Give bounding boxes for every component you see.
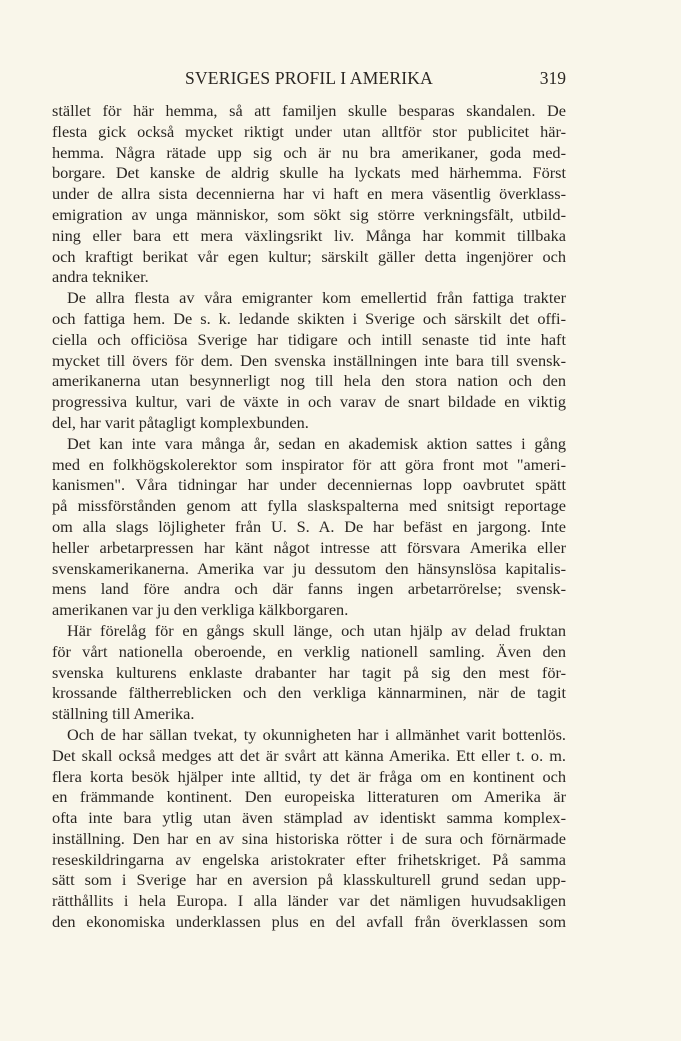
body-text	[52, 101, 566, 933]
text-line: krossande fältherreblicken och den verkliga kännarminen, när de tagit	[52, 683, 566, 703]
text-line: svenskamerikanerna. Amerika var ju dessutom den hänsynslösa kapitalis-	[52, 558, 566, 578]
text-line: om alla slags löjligheter från U. S. A. De har befäst en jargong. Inte	[52, 516, 566, 536]
text-line: ning eller bara ett mera växlingsrikt liv. Många har kommit tillbaka	[52, 225, 566, 245]
text-line: heller arbetarpressen har känt något intresse att försvara Amerika eller	[52, 537, 566, 557]
text-line: och fattiga hem. De s. k. ledande skikten i Sverige och särskilt det offi-	[52, 308, 566, 328]
text-line: och kraftigt berikat vår egen kultur; särskilt gäller detta ingenjörer och	[52, 246, 566, 266]
text-line: för vårt nationella oberoende, en verklig nationell samling. Även den	[52, 641, 566, 661]
text-line: mycket till övers för dem. Den svenska inställningen inte bara till svensk-	[52, 350, 566, 370]
text-line: rätthållits i hela Europa. I alla länder var det nämligen huvudsakligen	[52, 891, 566, 911]
text-line: en främmande kontinent. Den europeiska litteraturen om Amerika är	[52, 787, 566, 807]
text-line: ciella och officiösa Sverige har tidigare och intill senaste tid inte haft	[52, 329, 566, 349]
text-line: Och de har sällan tvekat, ty okunnigheten har i allmänhet varit bottenlös.	[67, 724, 566, 744]
text-line: svenska kulturens enklaste drabanter har tagit på sig den mest för-	[52, 662, 566, 682]
text-line: del, har varit påtagligt komplexbunden.	[52, 412, 309, 432]
text-line: med en folkhögskolerektor som inspirator för att göra front mot "ameri-	[52, 454, 566, 474]
page-header	[52, 68, 566, 92]
text-line: stället för här hemma, så att familjen skulle besparas skandalen. De	[52, 101, 566, 120]
text-line: den ekonomiska underklassen plus en del avfall från överklassen som	[52, 912, 566, 932]
text-line: borgare. Det kanske de aldrig skulle ha lyckats med härhemma. Först	[52, 163, 566, 183]
text-line: progressiva kultur, vari de växte in och varav de snart bildade en viktig	[52, 392, 566, 412]
text-line: flera korta besök hjälper inte alltid, ty det är fråga om en kontinent och	[52, 766, 566, 786]
text-line: ofta inte bara ytlig utan även stämplad av identiskt samma komplex-	[52, 808, 566, 828]
text-line: inställning. Den har en av sina historiska rötter i de sura och förnärmade	[52, 828, 566, 848]
text-line: De allra flesta av våra emigranter kom emellertid från fattiga trakter	[67, 288, 566, 308]
text-line: Här förelåg för en gångs skull länge, och utan hjälp av delad fruktan	[67, 620, 566, 640]
text-line: amerikanerna utan besynnerligt nog till hela den stora nation och den	[52, 371, 566, 391]
text-line: amerikanen var ju den verkliga kälkborgaren.	[52, 600, 349, 620]
text-line: Det kan inte vara många år, sedan en akademisk aktion sattes i gång	[67, 433, 566, 453]
text-line: mens land före andra och där fanns ingen arbetarrörelse; svensk-	[52, 579, 566, 599]
text-line: hemma. Några rätade upp sig och är nu bra amerikaner, goda med-	[52, 142, 566, 162]
text-line: andra tekniker.	[52, 267, 149, 287]
text-line: kanismen". Våra tidningar har under decenniernas lopp oavbrutet spätt	[52, 475, 566, 495]
text-line: reseskildringarna av engelska aristokrater efter frihetskriget. På samma	[52, 849, 566, 869]
text-line: ställning till Amerika.	[52, 704, 195, 724]
text-line: Det skall också medges att det är svårt att känna Amerika. Ett eller t. o. m.	[52, 745, 566, 765]
text-line: på missförstånden genom att fylla slaskspalterna med snitsigt reportage	[52, 496, 566, 516]
text-line: emigration av unga människor, som sökt sig större verkningsfält, utbild-	[52, 204, 566, 224]
text-line: under de allra sista decennierna har vi haft en mera väsentlig överklass-	[52, 184, 566, 204]
running-title: SVERIGES PROFIL I AMERIKA	[185, 68, 433, 88]
text-line: sätt som i Sverige har en aversion på klasskulturell grund sedan upp-	[52, 870, 566, 890]
page-number: 319	[539, 68, 566, 88]
text-line: flesta gick också mycket riktigt under utan alltför stor publicitet här-	[52, 121, 566, 141]
